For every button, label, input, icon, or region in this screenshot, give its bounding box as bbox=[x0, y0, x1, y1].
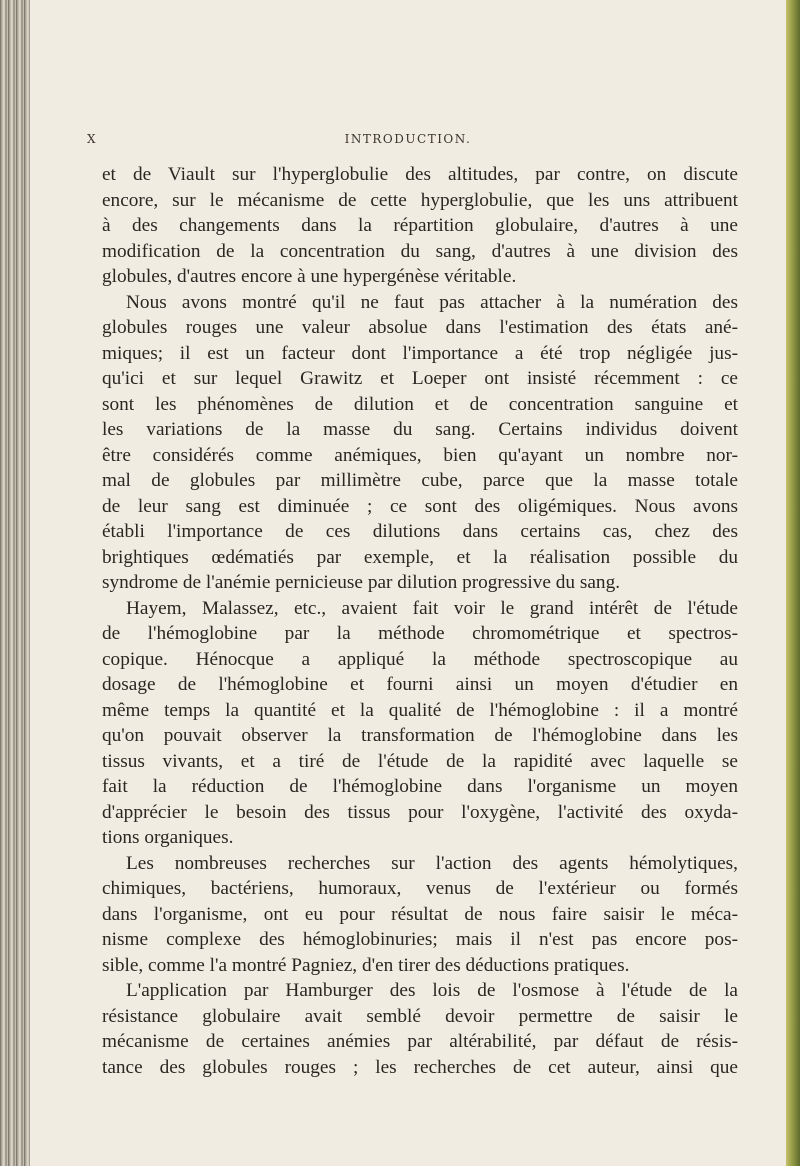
text-line: mécanisme de certaines anémies par altérabilité, par défaut de résis- bbox=[102, 1031, 738, 1052]
text-line: mal de globules par millimètre cube, parce que la masse totale bbox=[102, 470, 738, 491]
text-line: les variations de la masse du sang. Certains individus doivent bbox=[102, 419, 738, 440]
text-line: à des changements dans la répartition globulaire, d'autres à une bbox=[102, 215, 738, 236]
text-line: nisme complexe des hémoglobinuries; mais il n'est pas encore pos- bbox=[102, 929, 738, 950]
text-line: sible, comme l'a montré Pagniez, d'en tirer des déductions pratiques. bbox=[102, 954, 630, 976]
text-line: Les nombreuses recherches sur l'action des agents hémolytiques, bbox=[126, 852, 738, 874]
text-line: chimiques, bactériens, humoraux, venus de l'extérieur ou formés bbox=[102, 878, 738, 899]
text-line: établi l'importance de ces dilutions dans certains cas, chez des bbox=[102, 521, 738, 542]
text-line: tissus vivants, et a tiré de l'étude de la rapidité avec laquelle se bbox=[102, 750, 738, 772]
text-line: de l'hémoglobine par la méthode chromométrique et spectros- bbox=[102, 623, 738, 644]
text-line: d'apprécier le besoin des tissus pour l'oxygène, l'activité des oxyda- bbox=[102, 801, 738, 823]
text-line: être considérés comme anémiques, bien qu'ayant un nombre nor- bbox=[102, 444, 738, 466]
running-head bbox=[30, 132, 786, 152]
text-line: même temps la quantité et la qualité de l'hémoglobine : il a montré bbox=[102, 699, 738, 721]
text-line: et de Viault sur l'hyperglobulie des altitudes, par contre, on discute bbox=[102, 164, 738, 185]
text-line: qu'ici et sur lequel Grawitz et Loeper ont insisté récemment : ce bbox=[102, 368, 738, 389]
text-line: tions organiques. bbox=[102, 827, 234, 848]
text-line: Nous avons montré qu'il ne faut pas attacher à la numération des bbox=[126, 291, 738, 313]
text-line: sont les phénomènes de dilution et de concentration sanguine et bbox=[102, 393, 738, 415]
text-line: dans l'organisme, ont eu pour résultat de nous faire saisir le méca- bbox=[102, 903, 738, 925]
text-line: brightiques œdématiés par exemple, et la réalisation possible du bbox=[102, 546, 738, 568]
text-line: tance des globules rouges ; les recherches de cet auteur, ainsi que bbox=[102, 1056, 738, 1078]
text-line: de leur sang est diminuée ; ce sont des oligémiques. Nous avons bbox=[102, 495, 738, 517]
text-line: copique. Hénocque a appliqué la méthode spectroscopique au bbox=[102, 648, 738, 670]
text-line: miques; il est un facteur dont l'importance a été trop négligée jus- bbox=[102, 342, 738, 364]
running-head-title: INTRODUCTION. bbox=[344, 132, 472, 146]
page-folio: X bbox=[87, 132, 98, 146]
book-page bbox=[30, 0, 786, 1166]
text-line: syndrome de l'anémie pernicieuse par dilution progressive du sang. bbox=[102, 572, 621, 593]
text-line: globules rouges une valeur absolue dans l'estimation des états ané- bbox=[102, 317, 738, 338]
text-line: résistance globulaire avait semblé devoir permettre de saisir le bbox=[102, 1005, 738, 1027]
text-line: modification de la concentration du sang, d'autres à une division des bbox=[102, 240, 738, 262]
text-line: dosage de l'hémoglobine et fourni ainsi un moyen d'étudier en bbox=[102, 674, 738, 695]
text-line: fait la réduction de l'hémoglobine dans l'organisme un moyen bbox=[102, 776, 738, 797]
text-line: encore, sur le mécanisme de cette hyperglobulie, que les uns attribuent bbox=[102, 189, 738, 211]
text-line: L'application par Hamburger des lois de l'osmose à l'étude de la bbox=[126, 980, 738, 1001]
text-line: qu'on pouvait observer la transformation de l'hémoglobine dans les bbox=[102, 725, 738, 746]
text-line: Hayem, Malassez, etc., avaient fait voir le grand intérêt de l'étude bbox=[126, 597, 738, 619]
page-right-edge bbox=[786, 0, 800, 1166]
body-text bbox=[102, 162, 738, 1080]
book-binding-edge bbox=[0, 0, 30, 1166]
text-line: globules, d'autres encore à une hypergénèse véritable. bbox=[102, 266, 517, 287]
